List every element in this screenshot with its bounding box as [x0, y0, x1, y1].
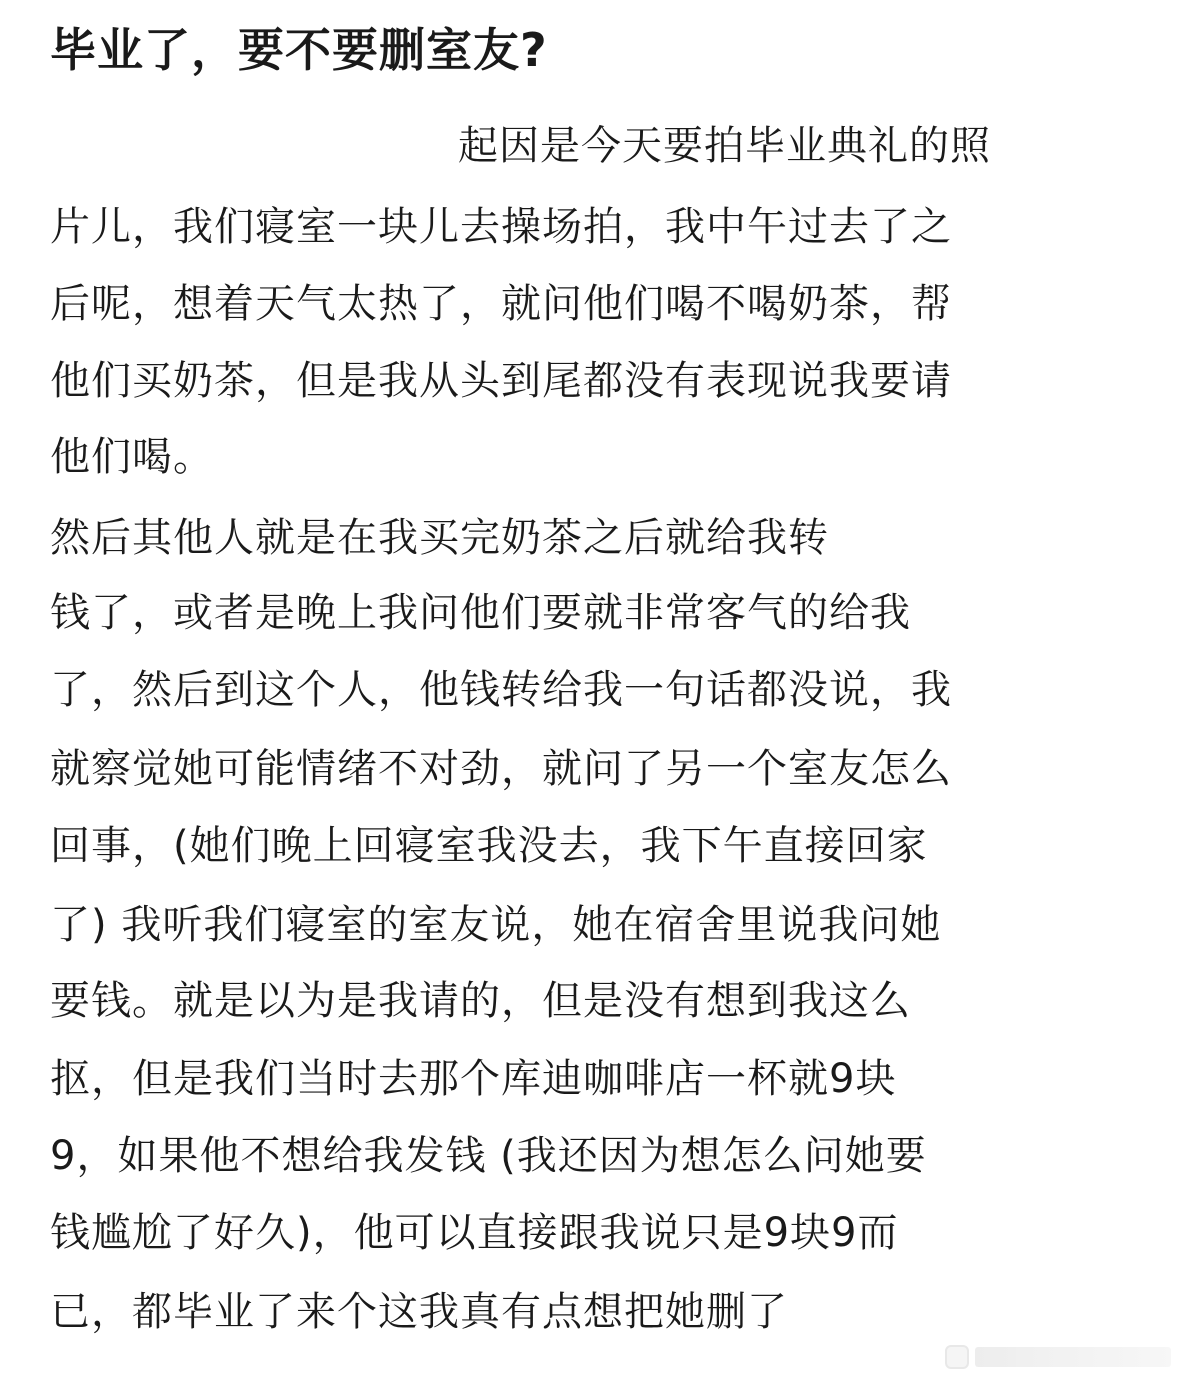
body-line: 钱了，或者是晚上我问他们要就非常客气的给我 — [50, 590, 911, 636]
body-line: 然后其他人就是在我买完奶茶之后就给我转 — [50, 515, 829, 561]
body-line: 要钱。就是以为是我请的，但是没有想到我这么 — [50, 978, 911, 1024]
body-line: 9，如果他不想给我发钱 (我还因为想怎么问她要 — [50, 1133, 927, 1179]
body-line: 片儿，我们寝室一块儿去操场拍，我中午过去了之 — [50, 204, 952, 250]
body-line: 钱尴尬了好久)，他可以直接跟我说只是9块9而 — [50, 1210, 899, 1256]
watermark-bar — [975, 1347, 1171, 1367]
watermark — [945, 1342, 1171, 1372]
body-line: 他们喝。 — [50, 434, 214, 480]
watermark-logo-icon — [945, 1345, 969, 1369]
post-title: 毕业了，要不要删室友? — [50, 23, 548, 77]
body-line: 他们买奶茶，但是我从头到尾都没有表现说我要请 — [50, 358, 952, 404]
body-line: 抠，但是我们当时去那个库迪咖啡店一杯就9块 — [50, 1056, 897, 1102]
body-line: 回事，(她们晚上回寝室我没去，我下午直接回家 — [50, 823, 928, 869]
body-line: 就察觉她可能情绪不对劲，就问了另一个室友怎么 — [50, 746, 952, 792]
body-line: 已，都毕业了来个这我真有点想把她删了 — [50, 1289, 788, 1335]
body-line: 了，然后到这个人，他钱转给我一句话都没说，我 — [50, 667, 952, 713]
body-line: 了) 我听我们寝室的室友说，她在宿舍里说我问她 — [50, 902, 942, 948]
body-line: 起因是今天要拍毕业典礼的照 — [458, 123, 991, 169]
body-line: 后呢，想着天气太热了，就问他们喝不喝奶茶，帮 — [50, 281, 952, 327]
